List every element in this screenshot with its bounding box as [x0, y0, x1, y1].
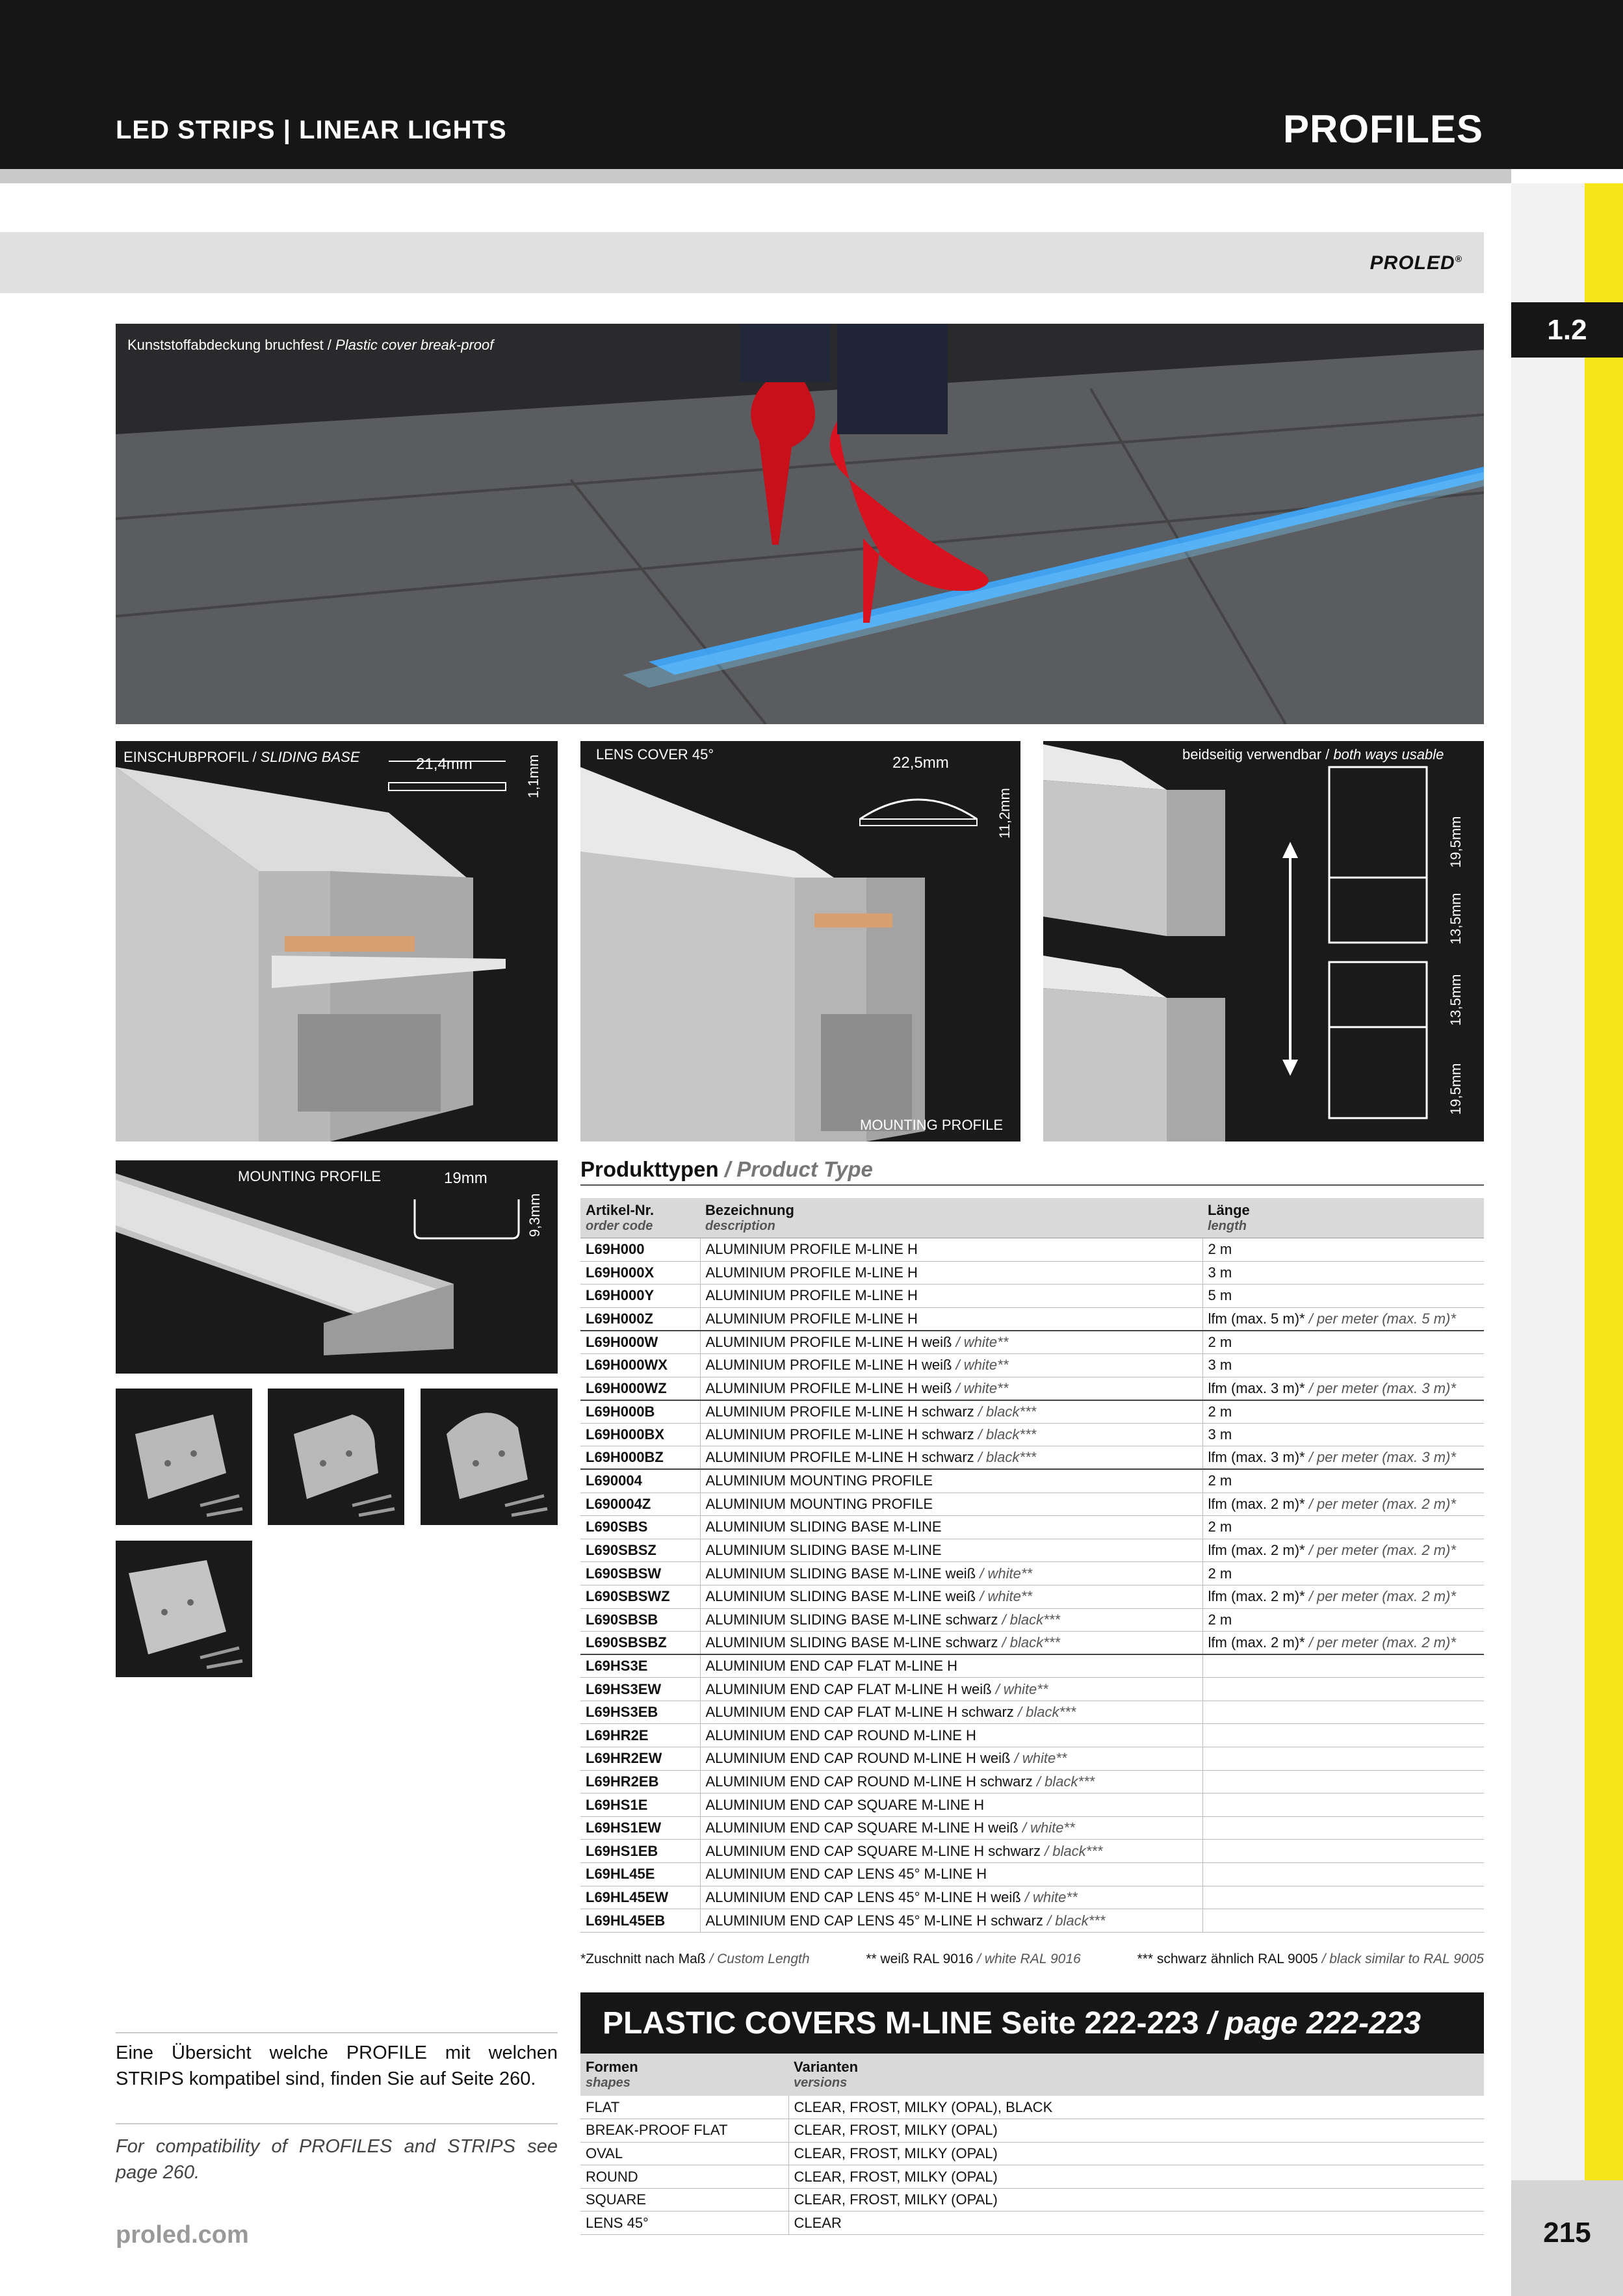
table-row: [580, 1816, 1484, 1840]
footnote-white: ** weiß RAL 9016 / white RAL 9016: [866, 1951, 1081, 1966]
chapter-color-bar: [1585, 183, 1623, 2180]
compatibility-note-en: For compatibility of PROFILES and STRIPS see page 260.: [116, 2123, 558, 2185]
table-row: [580, 1909, 1484, 1933]
hero-caption-de: Kunststoffabdeckung bruchfest: [127, 337, 324, 353]
description-cell: ALUMINIUM PROFILE M-LINE H weiß / white**: [700, 1353, 1202, 1377]
description-cell: ALUMINIUM END CAP SQUARE M-LINE H schwarz / black***: [700, 1840, 1202, 1863]
length-cell: [1202, 1840, 1484, 1863]
description-cell: ALUMINIUM END CAP SQUARE M-LINE H weiß / white**: [700, 1816, 1202, 1840]
table-row: [580, 2142, 1484, 2165]
order-code-cell: L690004: [580, 1469, 700, 1493]
plastic-covers-banner: PLASTIC COVERS M-LINE Seite 222-223 / page 222-223: [580, 1992, 1484, 2054]
order-code-cell: L69H000Y: [580, 1285, 700, 1308]
end-cap-flat-illustration: [116, 1389, 252, 1525]
table-row: [580, 1238, 1484, 1262]
product-table-header: [580, 1198, 1484, 1238]
description-cell: ALUMINIUM MOUNTING PROFILE: [700, 1469, 1202, 1493]
table-row: [580, 1678, 1484, 1701]
description-cell: ALUMINIUM SLIDING BASE M-LINE: [700, 1539, 1202, 1562]
col-shapes: Formen shapes: [580, 2054, 788, 2096]
table-row: [580, 1608, 1484, 1632]
website-link[interactable]: proled.com: [116, 2221, 249, 2249]
end-cap-round-photo: [268, 1389, 404, 1525]
mounting-profile-illustration: [116, 1160, 558, 1374]
order-code-cell: L69H000BX: [580, 1423, 700, 1446]
col-length: Länge length: [1202, 1198, 1484, 1238]
order-code-cell: L69HS3EW: [580, 1678, 700, 1701]
versions-cell: CLEAR, FROST, MILKY (OPAL): [788, 2165, 1484, 2189]
versions-cell: CLEAR: [788, 2211, 1484, 2235]
order-code-cell: L69H000B: [580, 1400, 700, 1424]
order-code-cell: L69H000Z: [580, 1307, 700, 1331]
table-row: [580, 1840, 1484, 1863]
order-code-cell: L69H000WZ: [580, 1377, 700, 1400]
versions-cell: CLEAR, FROST, MILKY (OPAL): [788, 2188, 1484, 2211]
table-row: [580, 1562, 1484, 1585]
description-cell: ALUMINIUM END CAP ROUND M-LINE H: [700, 1724, 1202, 1747]
table-row: [580, 1701, 1484, 1724]
sliding-base-width-dim: 21,4mm: [416, 755, 473, 773]
end-cap-lens-illustration: [421, 1389, 558, 1525]
description-cell: ALUMINIUM END CAP FLAT M-LINE H weiß / white**: [700, 1678, 1202, 1701]
description-cell: ALUMINIUM SLIDING BASE M-LINE schwarz / black***: [700, 1608, 1202, 1632]
description-cell: ALUMINIUM PROFILE M-LINE H schwarz / black***: [700, 1446, 1202, 1470]
length-cell: [1202, 1747, 1484, 1771]
versions-cell: CLEAR, FROST, MILKY (OPAL): [788, 2119, 1484, 2143]
table-row: [580, 2096, 1484, 2119]
order-code-cell: L69HR2EW: [580, 1747, 700, 1771]
order-code-cell: L69HS3E: [580, 1654, 700, 1678]
table-row: [580, 1863, 1484, 1886]
length-cell: 3 m: [1202, 1423, 1484, 1446]
product-table: [580, 1198, 1484, 1933]
product-table-body: [580, 1238, 1484, 1933]
length-cell: [1202, 1863, 1484, 1886]
table-row: [580, 1469, 1484, 1493]
order-code-cell: L69HR2EB: [580, 1770, 700, 1794]
table-row: [580, 2165, 1484, 2189]
description-cell: ALUMINIUM END CAP FLAT M-LINE H: [700, 1654, 1202, 1678]
end-cap-square-illustration: [116, 1541, 252, 1677]
hero-caption-en: Plastic cover break-proof: [335, 337, 494, 353]
both-ways-caption-en: both ways usable: [1333, 746, 1444, 763]
order-code-cell: L69HR2E: [580, 1724, 700, 1747]
lens-cover-caption: LENS COVER 45°: [596, 746, 714, 763]
sliding-base-height-dim: 1,1mm: [525, 754, 541, 798]
order-code-cell: L690SBSZ: [580, 1539, 700, 1562]
both-ways-caption-de: beidseitig verwendbar: [1182, 746, 1322, 763]
order-code-cell: L69H000WX: [580, 1353, 700, 1377]
description-cell: ALUMINIUM PROFILE M-LINE H: [700, 1285, 1202, 1308]
hero-photo: Kunststoffabdeckung bruchfest / Plastic cover break-proof: [116, 324, 1484, 724]
length-cell: lfm (max. 3 m)* / per meter (max. 3 m)*: [1202, 1377, 1484, 1400]
length-cell: lfm (max. 5 m)* / per meter (max. 5 m)*: [1202, 1307, 1484, 1331]
table-row: [580, 1585, 1484, 1608]
table-row: [580, 1747, 1484, 1771]
shape-cell: LENS 45°: [580, 2211, 788, 2235]
table-row: [580, 1423, 1484, 1446]
end-cap-square-photo: [116, 1541, 252, 1677]
description-cell: ALUMINIUM PROFILE M-LINE H: [700, 1261, 1202, 1285]
table-row: [580, 1770, 1484, 1794]
length-cell: 3 m: [1202, 1261, 1484, 1285]
shape-cell: FLAT: [580, 2096, 788, 2119]
footnotes: [580, 1951, 1484, 1967]
length-cell: [1202, 1770, 1484, 1794]
shape-cell: SQUARE: [580, 2188, 788, 2211]
description-cell: ALUMINIUM PROFILE M-LINE H: [700, 1238, 1202, 1262]
order-code-cell: L690SBSBZ: [580, 1632, 700, 1655]
order-code-cell: L69H000W: [580, 1331, 700, 1354]
length-cell: 3 m: [1202, 1353, 1484, 1377]
table-row: [580, 1261, 1484, 1285]
order-code-cell: L69H000BZ: [580, 1446, 700, 1470]
table-row: [580, 2188, 1484, 2211]
length-cell: lfm (max. 2 m)* / per meter (max. 2 m)*: [1202, 1585, 1484, 1608]
length-cell: lfm (max. 2 m)* / per meter (max. 2 m)*: [1202, 1632, 1484, 1655]
floor-tiles-illustration: [116, 324, 1484, 724]
description-cell: ALUMINIUM PROFILE M-LINE H schwarz / black***: [700, 1423, 1202, 1446]
mounting-profile-caption: MOUNTING PROFILE: [238, 1168, 382, 1184]
order-code-cell: L69H000X: [580, 1261, 700, 1285]
length-cell: 2 m: [1202, 1516, 1484, 1539]
table-row: [580, 1353, 1484, 1377]
table-row: [580, 1539, 1484, 1562]
description-cell: ALUMINIUM END CAP FLAT M-LINE H schwarz / black***: [700, 1701, 1202, 1724]
description-cell: ALUMINIUM SLIDING BASE M-LINE weiß / white**: [700, 1585, 1202, 1608]
description-cell: ALUMINIUM PROFILE M-LINE H weiß / white**: [700, 1377, 1202, 1400]
mounting-profile-photo: [116, 1160, 558, 1374]
lens-cover-height-dim: 11,2mm: [996, 788, 1013, 839]
length-cell: 2 m: [1202, 1238, 1484, 1262]
lens-cover-width-dim: 22,5mm: [892, 754, 949, 772]
order-code-cell: L690SBSWZ: [580, 1585, 700, 1608]
shape-cell: BREAK-PROOF FLAT: [580, 2119, 788, 2143]
description-cell: ALUMINIUM END CAP SQUARE M-LINE H: [700, 1794, 1202, 1817]
mounting-profile-width-dim: 19mm: [444, 1169, 487, 1187]
length-cell: 5 m: [1202, 1285, 1484, 1308]
length-cell: [1202, 1886, 1484, 1909]
order-code-cell: L69HL45EW: [580, 1886, 700, 1909]
col-versions: Varianten versions: [788, 2054, 1484, 2096]
table-row: [580, 1446, 1484, 1470]
sliding-base-photo: EINSCHUBPROFIL / SLIDING BASE 21,4mm 1,1mm: [116, 741, 558, 1141]
description-cell: ALUMINIUM SLIDING BASE M-LINE schwarz / black***: [700, 1632, 1202, 1655]
chapter-tab: 1.2: [1511, 302, 1623, 358]
footnote-black: *** schwarz ähnlich RAL 9005 / black similar to RAL 9005: [1137, 1951, 1484, 1966]
versions-cell: CLEAR, FROST, MILKY (OPAL), BLACK: [788, 2096, 1484, 2119]
both-ways-photo: beidseitig verwendbar / both ways usable 19,5mm 13,5mm 13,5mm 19,5mm: [1043, 741, 1484, 1141]
both-ways-dim-1: 19,5mm: [1448, 816, 1464, 868]
length-cell: 2 m: [1202, 1400, 1484, 1424]
order-code-cell: L69HS1E: [580, 1794, 700, 1817]
mounting-profile-height-dim: 9,3mm: [526, 1193, 543, 1237]
length-cell: 2 m: [1202, 1469, 1484, 1493]
order-code-cell: L69H000: [580, 1238, 700, 1262]
length-cell: [1202, 1909, 1484, 1933]
length-cell: [1202, 1654, 1484, 1678]
versions-cell: CLEAR, FROST, MILKY (OPAL): [788, 2142, 1484, 2165]
table-row: [580, 1377, 1484, 1400]
description-cell: ALUMINIUM PROFILE M-LINE H: [700, 1307, 1202, 1331]
sliding-base-illustration: [116, 741, 558, 1141]
end-cap-round-illustration: [268, 1389, 404, 1525]
order-code-cell: L690004Z: [580, 1493, 700, 1516]
table-row: [580, 1307, 1484, 1331]
length-cell: 2 m: [1202, 1608, 1484, 1632]
table-row: [580, 1331, 1484, 1354]
both-ways-dim-2: 13,5mm: [1448, 893, 1464, 945]
sliding-base-caption-de: EINSCHUBPROFIL: [123, 749, 249, 765]
table-row: [580, 1724, 1484, 1747]
covers-table: [580, 2054, 1484, 2235]
length-cell: [1202, 1701, 1484, 1724]
header-divider: [0, 169, 1511, 183]
proled-logo: PROLED®: [1370, 252, 1462, 274]
brand-bar: [0, 232, 1484, 293]
length-cell: lfm (max. 3 m)* / per meter (max. 3 m)*: [1202, 1446, 1484, 1470]
order-code-cell: L690SBS: [580, 1516, 700, 1539]
col-description: Bezeichnung description: [700, 1198, 1202, 1238]
order-code-cell: L69HL45EB: [580, 1909, 700, 1933]
end-cap-flat-photo: [116, 1389, 252, 1525]
order-code-cell: L69HS3EB: [580, 1701, 700, 1724]
table-row: [580, 1654, 1484, 1678]
product-type-heading: Produkttypen / Product Type: [580, 1157, 873, 1181]
order-code-cell: L69HL45E: [580, 1863, 700, 1886]
table-row: [580, 1632, 1484, 1655]
order-code-cell: L69HS1EW: [580, 1816, 700, 1840]
table-row: [580, 1493, 1484, 1516]
heading-rule: [580, 1184, 1484, 1186]
length-cell: [1202, 1678, 1484, 1701]
both-ways-dim-4: 19,5mm: [1448, 1063, 1464, 1115]
sliding-base-caption-en: SLIDING BASE: [260, 749, 360, 765]
table-row: [580, 1886, 1484, 1909]
description-cell: ALUMINIUM PROFILE M-LINE H schwarz / black***: [700, 1400, 1202, 1424]
table-row: [580, 2119, 1484, 2143]
description-cell: ALUMINIUM END CAP LENS 45° M-LINE H schwarz / black***: [700, 1909, 1202, 1933]
description-cell: ALUMINIUM END CAP LENS 45° M-LINE H: [700, 1863, 1202, 1886]
length-cell: lfm (max. 2 m)* / per meter (max. 2 m)*: [1202, 1493, 1484, 1516]
end-cap-lens-photo: [421, 1389, 558, 1525]
description-cell: ALUMINIUM SLIDING BASE M-LINE weiß / white**: [700, 1562, 1202, 1585]
length-cell: lfm (max. 2 m)* / per meter (max. 2 m)*: [1202, 1539, 1484, 1562]
order-code-cell: L69HS1EB: [580, 1840, 700, 1863]
table-row: [580, 2211, 1484, 2235]
covers-table-header: [580, 2054, 1484, 2096]
length-cell: 2 m: [1202, 1331, 1484, 1354]
col-order-code: Artikel-Nr. order code: [580, 1198, 700, 1238]
description-cell: ALUMINIUM MOUNTING PROFILE: [700, 1493, 1202, 1516]
table-row: [580, 1285, 1484, 1308]
table-row: [580, 1516, 1484, 1539]
page-number: 215: [1543, 2217, 1591, 2249]
lens-cover-bottom-label: MOUNTING PROFILE: [860, 1117, 1004, 1133]
description-cell: ALUMINIUM SLIDING BASE M-LINE: [700, 1516, 1202, 1539]
lens-cover-photo: [580, 741, 1020, 1141]
compatibility-note-de: Eine Übersicht welche PROFILE mit welchen STRIPS kompatibel sind, finden Sie auf Seite 260.: [116, 2032, 558, 2092]
lens-cover-illustration: [580, 741, 1020, 1141]
both-ways-illustration: [1043, 741, 1484, 1141]
shape-cell: OVAL: [580, 2142, 788, 2165]
length-cell: [1202, 1794, 1484, 1817]
order-code-cell: L690SBSW: [580, 1562, 700, 1585]
table-row: [580, 1400, 1484, 1424]
section-title: LED STRIPS | LINEAR LIGHTS: [116, 116, 507, 144]
both-ways-dim-3: 13,5mm: [1448, 974, 1464, 1026]
covers-table-body: [580, 2096, 1484, 2235]
table-row: [580, 1794, 1484, 1817]
length-cell: [1202, 1816, 1484, 1840]
order-code-cell: L690SBSB: [580, 1608, 700, 1632]
description-cell: ALUMINIUM END CAP ROUND M-LINE H weiß / white**: [700, 1747, 1202, 1771]
length-cell: 2 m: [1202, 1562, 1484, 1585]
footnote-custom: *Zuschnitt nach Maß / Custom Length: [580, 1951, 810, 1966]
shape-cell: ROUND: [580, 2165, 788, 2189]
page-title: PROFILES: [1282, 107, 1483, 151]
description-cell: ALUMINIUM END CAP ROUND M-LINE H schwarz / black***: [700, 1770, 1202, 1794]
description-cell: ALUMINIUM PROFILE M-LINE H weiß / white**: [700, 1331, 1202, 1354]
description-cell: ALUMINIUM END CAP LENS 45° M-LINE H weiß / white**: [700, 1886, 1202, 1909]
length-cell: [1202, 1724, 1484, 1747]
